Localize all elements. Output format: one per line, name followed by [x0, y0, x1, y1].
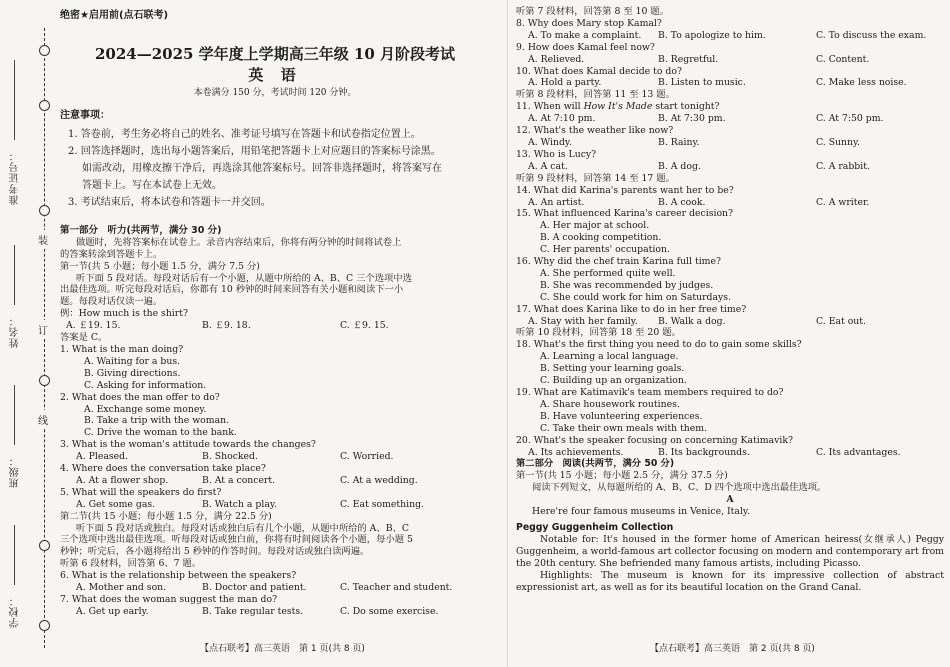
option-b: B. A dog.	[658, 160, 701, 172]
confidential-tag: 绝密★启用前(点石联考)	[60, 10, 169, 21]
option-a: A. Share housework routines.	[540, 398, 680, 410]
example-options	[60, 320, 490, 332]
option-c: C. Its advantages.	[816, 446, 901, 458]
right-page	[516, 6, 944, 593]
option-a: A. Its achievements.	[528, 446, 624, 458]
binding-hole	[39, 540, 50, 551]
option-b: B. ￡9. 18.	[202, 320, 251, 332]
note-item: 如需改动，用橡皮擦干净后，再选涂其他答案标号。回答非选择题时，将答案写在	[82, 162, 442, 174]
option-c: C. Sunny.	[816, 136, 860, 148]
question-options	[516, 316, 944, 328]
option-c: C. Worried.	[340, 451, 394, 463]
option-c: C. Asking for information.	[84, 379, 207, 391]
question-stem: 3. What is the woman's attitude towards the changes?	[60, 439, 316, 451]
note-item: 答题卡上。写在本试卷上无效。	[82, 179, 222, 191]
question-stem: 1. What is the man doing?	[60, 343, 184, 355]
question-options	[516, 113, 944, 125]
binding-char: 线	[38, 410, 48, 429]
option-a: A. Get up early.	[76, 605, 149, 617]
option-c: C. Make less noise.	[816, 77, 907, 89]
question-options	[60, 606, 490, 618]
listening-instruction: 听第 7 段材料，回答第 8 至 10 题。	[516, 6, 669, 17]
option-c: C. Building up an organization.	[540, 375, 687, 387]
listening-instruction: 听第 8 段材料，回答第 11 至 13 题。	[516, 89, 675, 101]
option-a: A. Exchange some money.	[84, 403, 207, 415]
option-b: B. Doctor and patient.	[202, 582, 307, 594]
option-a: A. Mother and son.	[76, 582, 167, 594]
class-blank	[14, 385, 15, 445]
binding-hole	[39, 45, 50, 56]
example-answer: 答案是 C。	[60, 332, 108, 344]
option-c: C. ￡9. 15.	[340, 320, 389, 332]
option-b: B. To apologize to him.	[658, 29, 766, 41]
option-b: B. Watch a play.	[202, 498, 277, 510]
show-title: How It's Made	[583, 101, 653, 113]
option-c: C. A rabbit.	[816, 160, 870, 172]
question-stem: 7. What does the woman suggest the man do?	[60, 594, 278, 605]
stem-text: 11. When will	[516, 101, 584, 113]
option-a: A. Learning a local language.	[540, 351, 679, 363]
option-a: A. Waiting for a bus.	[84, 355, 181, 367]
question-options	[516, 54, 944, 66]
option-a: A. To make a complaint.	[528, 29, 642, 41]
school-label: 学校：	[10, 595, 21, 628]
option-a: A. At 7:10 pm.	[528, 113, 596, 125]
option-b: B. At a concert.	[202, 474, 276, 486]
option-a: A. Get some gas.	[76, 498, 156, 510]
binding-char: 订	[38, 320, 48, 339]
question-stem: 16. Why did the chef train Karina full time?	[516, 256, 721, 268]
question-options	[60, 499, 490, 511]
passage-lead: Here're four famous museums in Venice, Italy.	[532, 506, 750, 518]
section2-intro: 听下面 5 段对话或独白。每段对话或独白后有几个小题，从题中所给的 A、B、C	[76, 522, 409, 534]
option-b: B. Take regular tests.	[202, 605, 304, 617]
option-c: C. Content.	[816, 53, 870, 65]
question-stem	[516, 101, 944, 113]
page-footer-right: 【点石联考】高三英语 第 2 页(共 8 页)	[650, 644, 815, 654]
name-label: 姓名：	[10, 315, 21, 348]
binding-hole	[39, 620, 50, 631]
left-page	[60, 34, 490, 618]
part2-intro: 阅读下列短文，从每题所给的 A、B、C、D 四个选项中选出最佳选项。	[532, 482, 827, 494]
option-a: A. Windy.	[528, 136, 572, 148]
option-c: C. At a wedding.	[340, 474, 418, 486]
option-a: A. Pleased.	[76, 451, 129, 463]
exam-title: 2024—2025 学年度上学期高三年级 10 月阶段考试	[94, 45, 456, 63]
question-options	[516, 137, 944, 149]
class-label: 班级：	[10, 455, 21, 488]
listening-instruction: 听第 9 段材料，回答第 14 至 17 题。	[516, 172, 675, 184]
option-b: B. Shocked.	[202, 451, 258, 463]
question-options	[516, 30, 944, 42]
exam-number-label: 准考证号：	[10, 150, 21, 205]
question-options	[516, 447, 944, 459]
section1-intro: 题。每段对话仅读一遍。	[60, 296, 163, 308]
part1-title: 第一部分 听力(共两节，满分 30 分)	[60, 224, 222, 236]
question-options	[516, 161, 944, 173]
option-b: B. Have volunteering experiences.	[540, 410, 703, 422]
question-options	[516, 77, 944, 89]
part2-section1-title: 第一节(共 15 小题；每小题 2.5 分，满分 37.5 分)	[516, 470, 728, 482]
option-c: C. Do some exercise.	[340, 605, 439, 617]
example-question: 例：How much is the shirt?	[60, 308, 188, 320]
binding-hole	[39, 205, 50, 216]
option-b: B. Listen to music.	[658, 77, 746, 89]
question-options	[60, 582, 490, 594]
option-b: B. A cook.	[658, 196, 706, 208]
option-b: B. Walk a dog.	[658, 315, 726, 327]
option-c: C. A writer.	[816, 196, 870, 208]
question-stem: 8. Why does Mary stop Kamal?	[516, 17, 662, 29]
option-a: A. Her major at school.	[540, 220, 650, 232]
question-stem: 2. What does the man offer to do?	[60, 391, 220, 403]
question-stem: 20. What's the speaker focusing on concerning Katimavik?	[516, 434, 793, 446]
passage-letter: A	[726, 494, 734, 506]
exam-subject: 英 语	[248, 66, 302, 84]
option-c: C. At 7:50 pm.	[816, 113, 884, 125]
listening-instruction: 听第 6 段材料，回答第 6、7 题。	[60, 558, 202, 570]
question-options	[516, 197, 944, 209]
school-blank	[14, 525, 15, 585]
option-c: C. Her parents' occupation.	[540, 244, 670, 256]
binding-char: 装	[38, 230, 48, 249]
question-stem: 13. Who is Lucy?	[516, 148, 597, 160]
option-a: A. Stay with her family.	[528, 315, 638, 327]
part1-intro: 做题时，先将答案标在试卷上。录音内容结束后，你将有两分钟的时间将试卷上	[76, 236, 402, 248]
note-item: 1. 答卷前，考生务必将自己的姓名、准考证号填写在答题卡和试卷指定位置上。	[68, 128, 421, 140]
option-c: C. Eat out.	[816, 315, 866, 327]
notes-title: 注意事项：	[60, 110, 110, 121]
option-b: B. Take a trip with the woman.	[84, 415, 230, 427]
section1-intro: 听下面 5 段对话。每段对话后有一个小题，从题中所给的 A、B、C 三个选项中选	[76, 272, 412, 284]
question-stem: 9. How does Kamal feel now?	[516, 41, 655, 53]
option-c: C. Drive the woman to the bank.	[84, 427, 237, 439]
section2-title: 第二节(共 15 小题；每小题 1.5 分，满分 22.5 分)	[60, 510, 272, 522]
option-c: C. She could work for him on Saturdays.	[540, 291, 732, 303]
question-stem: 4. Where does the conversation take place?	[60, 463, 266, 475]
option-b: B. Its backgrounds.	[658, 446, 750, 458]
listening-instruction: 听第 10 段材料，回答第 18 至 20 题。	[516, 327, 681, 339]
option-a: A. She performed quite well.	[540, 267, 676, 279]
question-options	[60, 475, 490, 487]
option-b: B. Giving directions.	[84, 367, 181, 379]
section1-title: 第一节(共 5 小题；每小题 1.5 分，满分 7.5 分)	[60, 260, 260, 272]
option-a: A. A cat.	[528, 160, 568, 172]
question-stem: 15. What influenced Karina's career decision?	[516, 208, 734, 220]
part1-intro: 的答案转涂到答题卡上。	[60, 248, 163, 260]
section1-intro: 出最佳选项。听完每段对话后，你都有 10 秒钟的时间来回答有关小题和阅读下一小	[60, 284, 404, 296]
passage-paragraph: Highlights: The museum is known for its impressive collection of abstract expressionist art, as well as for its beautiful location on the Grand Canal.	[516, 569, 944, 593]
option-b: B. A cooking competition.	[540, 232, 662, 244]
section2-intro: 秒钟；听完后，各小题将给出 5 秒钟的作答时间。每段对话或独白读两遍。	[60, 546, 370, 558]
note-item: 2. 回答选择题时，选出每小题答案后，用铅笔把答题卡上对应题目的答案标号涂黑。	[68, 145, 441, 157]
option-a: A. ￡19. 15.	[66, 320, 121, 332]
question-stem: 10. What does Kamal decide to do?	[516, 65, 682, 77]
name-blank	[14, 245, 15, 305]
option-c: C. Take their own meals with them.	[540, 422, 708, 434]
binding-hole	[39, 100, 50, 111]
binding-margin	[0, 0, 58, 667]
question-stem: 12. What's the weather like now?	[516, 125, 674, 137]
option-a: A. Relieved.	[528, 53, 585, 65]
option-b: B. At 7:30 pm.	[658, 113, 726, 125]
exam-number-blank	[14, 60, 15, 140]
question-stem: 18. What's the first thing you need to do to gain some skills?	[516, 339, 802, 351]
section2-intro: 三个选项中选出最佳选项。听每段对话或独白前，你将有时间阅读各个小题，每小题 5	[60, 534, 413, 546]
question-stem: 19. What are Katimavik's team members required to do?	[516, 387, 784, 398]
binding-hole	[39, 375, 50, 386]
part2-title: 第二部分 阅读(共两节，满分 50 分)	[516, 458, 675, 470]
option-c: C. To discuss the exam.	[816, 29, 927, 41]
exam-meta: 本卷满分 150 分，考试时间 120 分钟。	[193, 88, 357, 98]
option-a: A. Hold a party.	[528, 77, 602, 89]
option-a: A. At a flower shop.	[76, 474, 169, 486]
question-stem: 6. What is the relationship between the speakers?	[60, 570, 297, 582]
question-options	[60, 451, 490, 463]
question-stem: 14. What did Karina's parents want her to be?	[516, 184, 734, 196]
option-a: A. An artist.	[528, 196, 585, 208]
option-c: C. Eat something.	[340, 498, 424, 510]
option-b: B. Regretful.	[658, 53, 719, 65]
page-divider	[507, 0, 508, 667]
option-b: B. Setting your learning goals.	[540, 363, 685, 375]
note-item: 3. 考试结束后，将本试卷和答题卡一并交回。	[68, 196, 271, 208]
stem-text: start tonight?	[652, 101, 720, 113]
passage-title: Peggy Guggenheim Collection	[516, 521, 674, 533]
question-stem: 5. What will the speakers do first?	[60, 486, 222, 498]
page-footer-left: 【点石联考】高三英语 第 1 页(共 8 页)	[200, 644, 365, 654]
question-stem: 17. What does Karina like to do in her free time?	[516, 303, 747, 315]
option-b: B. She was recommended by judges.	[540, 279, 714, 291]
option-c: C. Teacher and student.	[340, 582, 453, 594]
passage-paragraph: Notable for: It's housed in the former home of American heiress(女继承人) Peggy Guggenheim, a world-famous art collector focusing on modern and contemporary art from the 20th century. She befriended many famous artists, including Picasso.	[516, 533, 944, 569]
option-b: B. Rainy.	[658, 136, 700, 148]
